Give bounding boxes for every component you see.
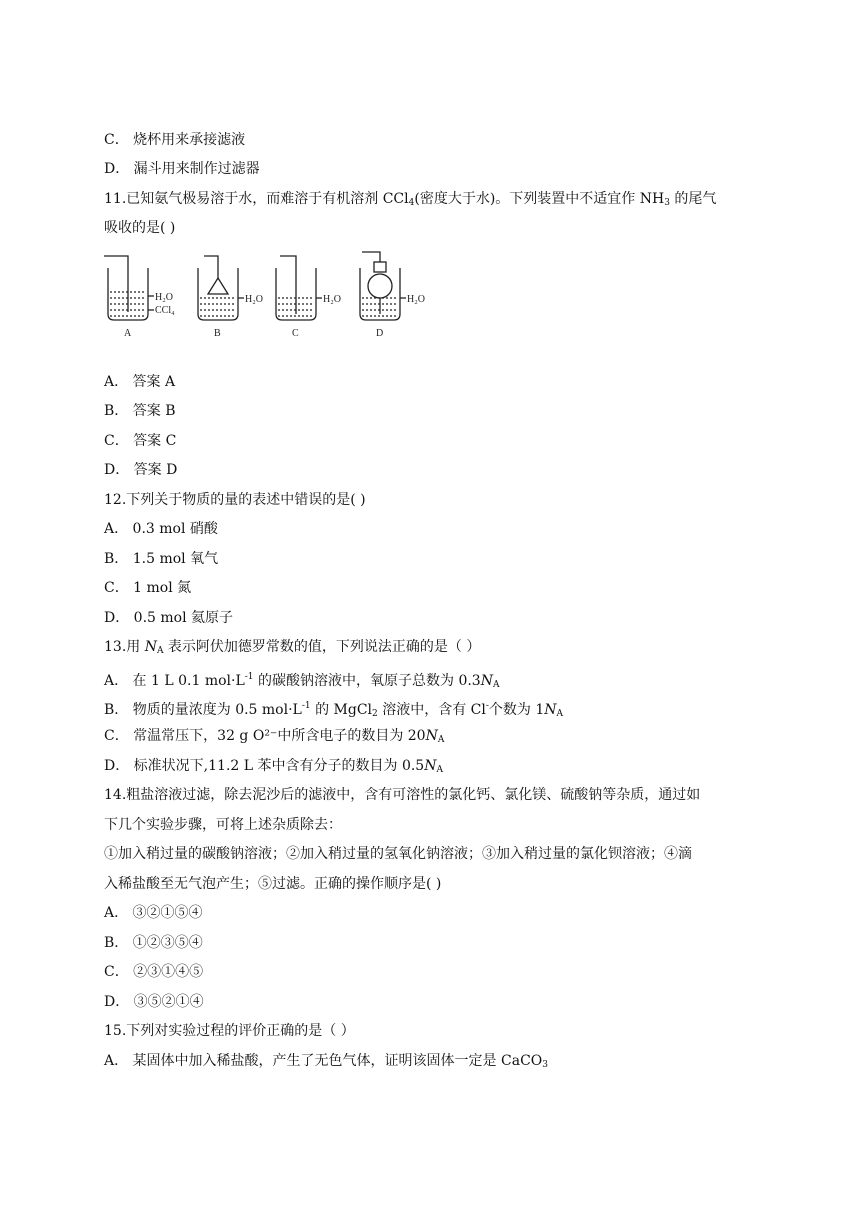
label-ccl4-a: CCl₄ — [155, 305, 175, 316]
q12-stem: 12.下列关于物质的量的表述中错误的是( ) — [104, 492, 366, 508]
label-c: C — [292, 328, 299, 339]
q13-stem: 13.用 $N_A$ 表示阿伏加德罗常数的值，下列说法正确的是（ ） — [104, 639, 481, 656]
label-h2o-d: H₂O — [407, 294, 425, 305]
q10-option-d: D． 漏斗用来制作过滤器 — [104, 161, 260, 177]
label-d: D — [376, 328, 384, 339]
label-h2o-b: H₂O — [245, 294, 263, 305]
q15-option-a: A． 某固体中加入稀盐酸，产生了无色气体，证明该固体一定是 CaCO$_3$ — [104, 1053, 548, 1070]
apparatus-diagram — [100, 248, 430, 344]
q12-option-c: C． 1 mol 氮 — [104, 580, 192, 596]
q15-stem: 15.下列对实验过程的评价正确的是（ ） — [104, 1023, 355, 1039]
q11-stem-line1: 11.已知氨气极易溶于水，而难溶于有机溶剂 CCl$_4$(密度大于水)。下列装置中不适宜作 $NH_3$ 的尾气 — [104, 191, 717, 208]
label-b: B — [214, 328, 221, 339]
q11-option-a: A． 答案 A — [104, 374, 176, 390]
q14-option-d: D． ③⑤②①④ — [104, 994, 204, 1010]
label-a: A — [124, 328, 132, 339]
q11-stem-line2: 吸收的是( ) — [104, 220, 176, 236]
q10-option-c: C． 烧杯用来承接滤液 — [104, 132, 246, 148]
q14-steps-line2: 入稀盐酸至无气泡产生；⑤过滤。正确的操作顺序是( ) — [104, 876, 442, 892]
q14-steps-line1: ①加入稍过量的碳酸钠溶液；②加入稍过量的氢氧化钠溶液；③加入稍过量的氯化钡溶液；④滴 — [104, 846, 692, 862]
apparatus-d — [360, 252, 406, 320]
q12-option-d: D． 0.5 mol 氦原子 — [104, 610, 234, 626]
q14-option-c: C． ②③①④⑤ — [104, 964, 204, 980]
q14-stem-line1: 14.粗盐溶液过滤，除去泥沙后的滤液中，含有可溶性的氯化钙、氯化镁、硫酸钠等杂质，通过如 — [104, 787, 701, 803]
q14-option-a: A． ③②①⑤④ — [104, 905, 203, 921]
q14-stem-line2: 下几个实验步骤，可将上述杂质除去： — [104, 817, 342, 833]
q13-option-b: B． 物质的量浓度为 0.5 $mol\cdot L^{-1}$ 的 MgCl$_2$ 溶液中，含有 Cl-个数为 $1N_A$ — [104, 701, 563, 719]
q11-option-b: B． 答案 B — [104, 403, 176, 419]
q11-option-c: C． 答案 C — [104, 433, 177, 449]
q11-option-d: D． 答案 D — [104, 462, 178, 478]
q13-option-c: C． 常温常压下，32 g O²⁻中所含电子的数目为 $20N_A$ — [104, 728, 445, 745]
q12-option-b: B． 1.5 mol 氧气 — [104, 551, 219, 567]
q13-option-a: A． 在 1 L 0.1 $mol\cdot L^{-1}$ 的碳酸钠溶液中，氧原子总数为 $0.3N_A$ — [104, 672, 500, 690]
apparatus-a — [104, 256, 154, 320]
q11-apparatus-figure — [100, 248, 430, 344]
label-h2o-c: H₂O — [323, 294, 341, 305]
q14-option-b: B． ①②③⑤④ — [104, 935, 203, 951]
q13-option-d: D． 标准状况下,11.2 L 苯中含有分子的数目为 $0.5N_A$ — [104, 758, 443, 775]
apparatus-b — [198, 256, 244, 320]
q12-option-a: A． 0.3 mol 硝酸 — [104, 521, 218, 537]
label-h2o-a: H₂O — [155, 292, 173, 303]
apparatus-c — [276, 256, 322, 320]
